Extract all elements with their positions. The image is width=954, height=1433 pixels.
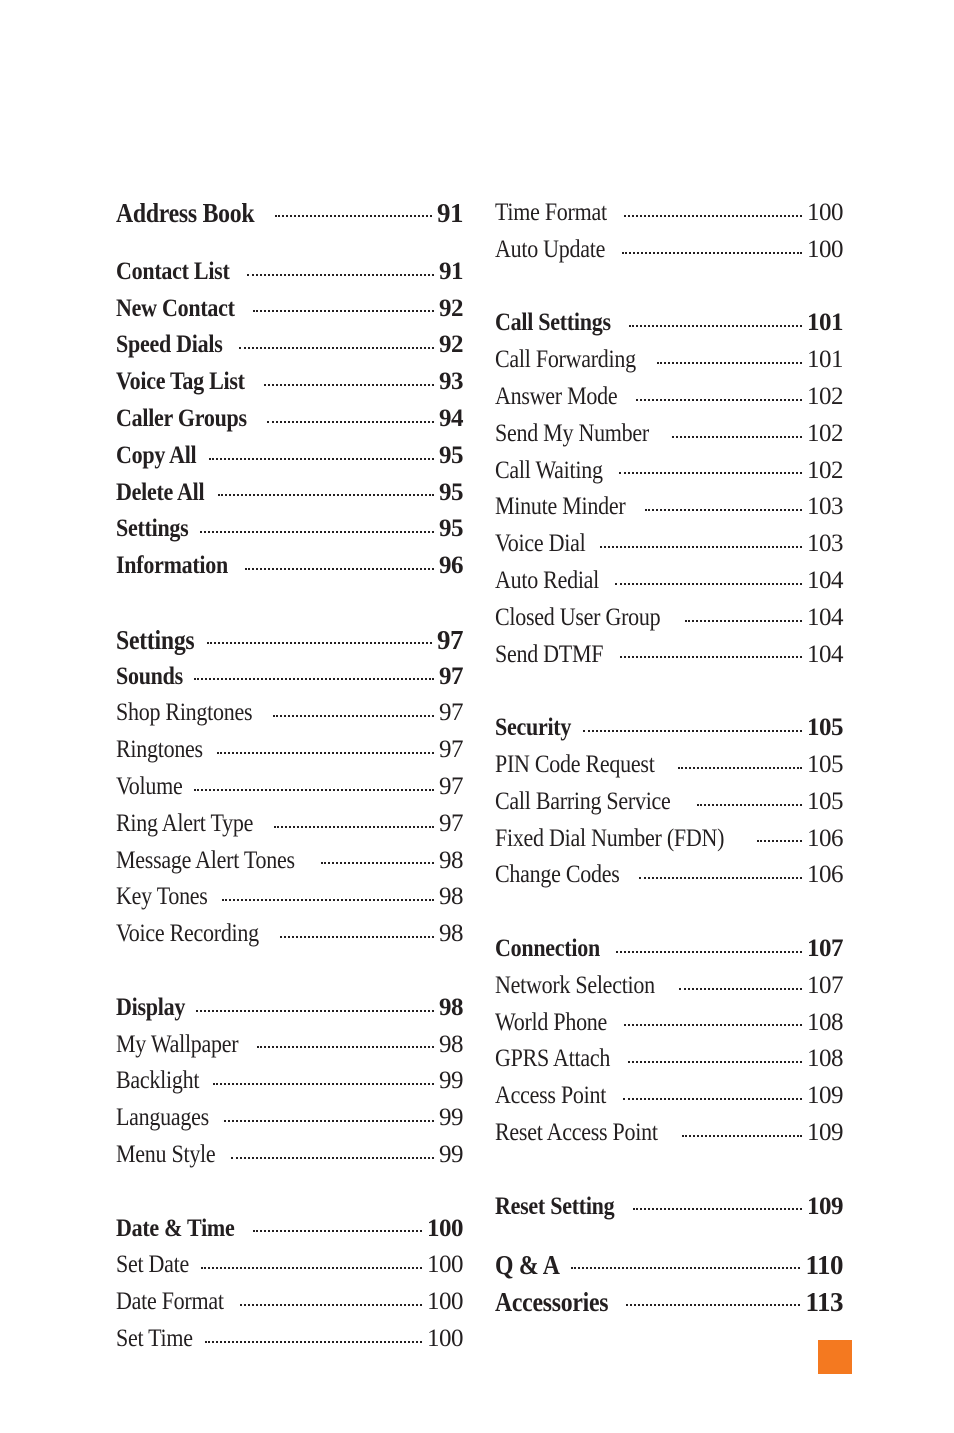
section-gap	[116, 953, 463, 990]
toc-entry-label: Answer Mode	[495, 382, 618, 410]
toc-entry-page-number: 107	[807, 934, 843, 962]
dot-leader	[682, 1134, 802, 1137]
toc-entry-label: Q & A	[495, 1250, 560, 1281]
dot-leader	[205, 1340, 422, 1343]
toc-entry-page-number: 104	[807, 640, 843, 668]
toc-entry-label: Copy All	[116, 441, 197, 469]
toc-entry-label: Security	[495, 714, 572, 742]
toc-entry-label: Minute Minder	[495, 493, 626, 521]
dot-leader	[657, 361, 802, 364]
toc-entry-label: Shop Ringtones	[116, 699, 253, 727]
dot-leader	[267, 420, 434, 423]
toc-entry-set-date[interactable]	[116, 1247, 463, 1284]
dot-leader	[628, 1060, 802, 1063]
toc-entry-label: Settings	[116, 624, 195, 655]
toc-entry-volume[interactable]	[116, 769, 463, 806]
toc-entry-page-number: 98	[439, 846, 463, 874]
toc-entry-label: Information	[116, 552, 228, 580]
toc-entry-page-number: 100	[807, 199, 843, 226]
toc-entry-page-number: 103	[807, 493, 843, 521]
dot-leader	[622, 251, 802, 254]
toc-entry-page-number: 105	[807, 750, 843, 778]
toc-entry-page-number: 100	[427, 1251, 463, 1279]
dot-leader	[633, 1207, 802, 1210]
toc-entry-label: Access Point	[495, 1082, 607, 1110]
toc-entry-page-number: 91	[437, 198, 463, 228]
dot-leader	[239, 346, 434, 349]
toc-entry-page-number: 108	[807, 1045, 843, 1073]
toc-entry-call-settings[interactable]	[495, 305, 843, 342]
toc-entry-information[interactable]	[116, 548, 463, 585]
toc-entry-label: Ring Alert Type	[116, 809, 254, 837]
toc-entry-auto-redial[interactable]	[495, 563, 843, 600]
dot-leader	[218, 493, 434, 496]
toc-entry-pin-code-request[interactable]	[495, 747, 843, 784]
toc-entry-security[interactable]	[495, 710, 843, 747]
toc-entry-page-number: 105	[807, 714, 843, 742]
toc-entry-label: Caller Groups	[116, 404, 247, 432]
toc-entry-page-number: 98	[439, 920, 463, 948]
toc-entry-minute-minder[interactable]	[495, 489, 843, 526]
toc-entry-reset-setting[interactable]	[495, 1189, 843, 1226]
toc-entry-label: Voice Dial	[495, 530, 586, 558]
toc-entry-page-number: 95	[439, 478, 463, 506]
toc-entry-page-number: 100	[427, 1214, 463, 1242]
toc-entry-ringtones[interactable]	[116, 732, 463, 769]
dot-leader	[196, 1009, 434, 1012]
toc-entry-page-number: 113	[805, 1287, 843, 1318]
toc-entry-auto-update[interactable]	[495, 232, 843, 269]
dot-leader	[616, 950, 802, 953]
toc-entry-sounds[interactable]	[116, 659, 463, 696]
dot-leader	[679, 987, 802, 990]
dot-leader	[620, 655, 802, 658]
toc-entry-caller-groups[interactable]	[116, 401, 463, 438]
toc-entry-label: Settings	[116, 515, 189, 543]
dot-leader	[275, 214, 432, 217]
toc-entry-voice-dial[interactable]	[495, 526, 843, 563]
dot-leader	[201, 1266, 422, 1269]
toc-entry-label: Auto Update	[495, 235, 606, 263]
toc-entry-send-my-number[interactable]	[495, 416, 843, 453]
toc-entry-label: Set Date	[116, 1251, 190, 1279]
dot-leader	[247, 273, 434, 276]
toc-entry-page-number: 92	[439, 294, 463, 322]
dot-leader	[264, 383, 434, 386]
toc-entry-page-number: 98	[439, 883, 463, 911]
toc-entry-label: PIN Code Request	[495, 750, 655, 778]
dot-leader	[200, 530, 434, 533]
toc-entry-voice-recording[interactable]	[116, 916, 463, 953]
toc-entry-page-number: 101	[807, 346, 843, 374]
toc-entry-label: Call Waiting	[495, 456, 603, 484]
dot-leader	[624, 1023, 802, 1026]
toc-entry-copy-all[interactable]	[116, 438, 463, 475]
toc-entry-page-number: 98	[439, 993, 463, 1021]
toc-entry-label: My Wallpaper	[116, 1030, 239, 1058]
toc-entry-fixed-dial-number-fdn[interactable]	[495, 821, 843, 858]
section-gap	[495, 269, 843, 306]
toc-entry-label: Message Alert Tones	[116, 846, 295, 874]
toc-entry-label: GPRS Attach	[495, 1045, 611, 1073]
dot-leader	[672, 435, 802, 438]
toc-entry-page-number: 104	[807, 566, 843, 594]
toc-entry-page-number: 109	[807, 1192, 843, 1220]
dot-leader	[209, 457, 434, 460]
toc-entry-set-time[interactable]	[116, 1321, 463, 1358]
toc-entry-q-and-a[interactable]	[495, 1247, 843, 1284]
dot-leader	[231, 1156, 434, 1159]
toc-entry-label: Network Selection	[495, 971, 655, 999]
dot-leader	[626, 1303, 801, 1306]
dot-leader	[273, 714, 434, 717]
toc-entry-label: Backlight	[116, 1067, 200, 1095]
toc-entry-label: Display	[116, 993, 186, 1021]
toc-entry-display[interactable]	[116, 990, 463, 1027]
toc-entry-send-dtmf[interactable]	[495, 637, 843, 674]
dot-leader	[639, 876, 802, 879]
dot-leader	[194, 788, 434, 791]
page-marker	[818, 1340, 852, 1374]
toc-entry-page-number: 97	[439, 662, 463, 690]
section-gap	[495, 673, 843, 710]
toc-entry-label: Send DTMF	[495, 640, 604, 668]
toc-entry-page-number: 94	[439, 404, 463, 432]
toc-entry-page-number: 95	[439, 515, 463, 543]
toc-entry-page-number: 100	[427, 1288, 463, 1316]
toc-entry-label: Date Format	[116, 1288, 224, 1316]
toc-entry-page-number: 102	[807, 456, 843, 484]
toc-entry-message-alert-tones[interactable]	[116, 843, 463, 880]
toc-entry-page-number: 99	[439, 1140, 463, 1168]
toc-entry-page-number: 98	[439, 1030, 463, 1058]
toc-entry-page-number: 105	[807, 787, 843, 815]
dot-leader	[222, 898, 434, 901]
dot-leader	[636, 398, 802, 401]
section-gap	[495, 894, 843, 931]
dot-leader	[213, 1082, 434, 1085]
toc-entry-page-number: 93	[439, 368, 463, 396]
toc-entry-date-and-time[interactable]	[116, 1211, 463, 1248]
toc-entry-delete-all[interactable]	[116, 475, 463, 512]
toc-entry-page-number: 92	[439, 331, 463, 359]
dot-leader	[678, 766, 802, 769]
section-gap	[116, 1174, 463, 1211]
toc-entry-label: Ringtones	[116, 736, 203, 764]
toc-entry-page-number: 109	[807, 1082, 843, 1110]
toc-entry-change-codes[interactable]	[495, 857, 843, 894]
toc-entry-languages[interactable]	[116, 1100, 463, 1137]
toc-entry-contact-list[interactable]	[116, 254, 463, 291]
section-gap	[116, 232, 463, 254]
dot-leader	[571, 1266, 801, 1269]
toc-entry-page-number: 97	[439, 809, 463, 837]
toc-entry-page-number: 100	[427, 1324, 463, 1352]
section-gap	[116, 585, 463, 622]
toc-entry-label: Speed Dials	[116, 331, 223, 359]
dot-leader	[257, 1045, 434, 1048]
dot-leader	[194, 677, 434, 680]
dot-leader	[224, 1119, 434, 1122]
toc-entry-page-number: 110	[805, 1250, 843, 1281]
toc-entry-label: Send My Number	[495, 419, 649, 447]
toc-entry-page-number: 99	[439, 1104, 463, 1132]
section-gap	[495, 1152, 843, 1189]
toc-entry-label: Accessories	[495, 1287, 609, 1318]
toc-entry-page-number: 108	[807, 1008, 843, 1036]
toc-entry-page-number: 107	[807, 971, 843, 999]
toc-entry-label: Time Format	[495, 199, 607, 226]
toc-entry-new-contact[interactable]	[116, 291, 463, 328]
toc-entry-label: Volume	[116, 772, 183, 800]
toc-entry-page-number: 97	[439, 699, 463, 727]
toc-entry-label: Voice Recording	[116, 920, 259, 948]
toc-entry-label: Date & Time	[116, 1214, 235, 1242]
toc-entry-label: New Contact	[116, 294, 235, 322]
toc-entry-speed-dials[interactable]	[116, 327, 463, 364]
dot-leader	[623, 1097, 802, 1100]
dot-leader	[217, 751, 434, 754]
toc-entry-settings[interactable]	[116, 622, 463, 659]
toc-entry-world-phone[interactable]	[495, 1005, 843, 1042]
dot-leader	[629, 324, 802, 327]
toc-entry-page-number: 96	[439, 552, 463, 580]
toc-left-column	[116, 195, 463, 1358]
toc-entry-label: Menu Style	[116, 1140, 216, 1168]
dot-leader	[583, 729, 802, 732]
toc-entry-label: Languages	[116, 1104, 209, 1132]
toc-entry-voice-tag-list[interactable]	[116, 364, 463, 401]
toc-entry-gprs-attach[interactable]	[495, 1041, 843, 1078]
dot-leader	[207, 641, 432, 644]
toc-entry-call-waiting[interactable]	[495, 453, 843, 490]
dot-leader	[624, 214, 802, 217]
toc-right-column	[495, 195, 843, 1321]
toc-entry-accessories[interactable]	[495, 1284, 843, 1321]
toc-entry-reset-access-point[interactable]	[495, 1115, 843, 1152]
section-gap	[495, 1225, 843, 1247]
toc-entry-label: Set Time	[116, 1324, 193, 1352]
dot-leader	[757, 839, 802, 842]
toc-entry-page-number: 104	[807, 603, 843, 631]
toc-entry-page-number: 102	[807, 382, 843, 410]
dot-leader	[245, 567, 434, 570]
toc-entry-label: World Phone	[495, 1008, 608, 1036]
toc-entry-access-point[interactable]	[495, 1078, 843, 1115]
toc-entry-label: Fixed Dial Number (FDN)	[495, 824, 725, 852]
toc-entry-backlight[interactable]	[116, 1063, 463, 1100]
toc-entry-call-barring-service[interactable]	[495, 784, 843, 821]
dot-leader	[253, 1229, 422, 1232]
toc-entry-page-number: 97	[439, 736, 463, 764]
dot-leader	[240, 1303, 422, 1306]
toc-entry-label: Sounds	[116, 662, 183, 690]
toc-entry-answer-mode[interactable]	[495, 379, 843, 416]
toc-entry-label: Voice Tag List	[116, 368, 245, 396]
dot-leader	[619, 471, 802, 474]
toc-entry-page-number: 100	[807, 235, 843, 263]
toc-entry-page-number: 95	[439, 441, 463, 469]
toc-entry-shop-ringtones[interactable]	[116, 695, 463, 732]
toc-entry-label: Call Settings	[495, 309, 611, 337]
dot-leader	[685, 619, 802, 622]
dot-leader	[600, 545, 802, 548]
toc-entry-label: Reset Setting	[495, 1192, 615, 1220]
toc-entry-closed-user-group[interactable]	[495, 600, 843, 637]
dot-leader	[253, 309, 434, 312]
toc-entry-label: Change Codes	[495, 861, 620, 889]
toc-entry-settings[interactable]	[116, 511, 463, 548]
toc-entry-label: Call Barring Service	[495, 787, 671, 815]
toc-entry-page-number: 103	[807, 530, 843, 558]
dot-leader	[321, 861, 434, 864]
toc-entry-page-number: 101	[807, 309, 843, 337]
dot-leader	[280, 935, 434, 938]
toc-entry-label: Address Book	[116, 198, 255, 228]
toc-entry-menu-style[interactable]	[116, 1137, 463, 1174]
dot-leader	[697, 803, 803, 806]
toc-entry-page-number: 97	[439, 772, 463, 800]
toc-entry-time-format[interactable]	[495, 195, 843, 232]
dot-leader	[615, 582, 802, 585]
toc-entry-network-selection[interactable]	[495, 968, 843, 1005]
toc-entry-label: Connection	[495, 934, 600, 962]
toc-entry-my-wallpaper[interactable]	[116, 1027, 463, 1064]
dot-leader	[645, 508, 802, 511]
toc-entry-page-number: 106	[807, 824, 843, 852]
toc-entry-label: Auto Redial	[495, 566, 600, 594]
toc-entry-page-number: 91	[439, 257, 463, 285]
toc-entry-date-format[interactable]	[116, 1284, 463, 1321]
toc-entry-page-number: 109	[807, 1118, 843, 1146]
toc-entry-address-book[interactable]	[116, 195, 463, 232]
toc-entry-page-number: 106	[807, 861, 843, 889]
toc-entry-label: Key Tones	[116, 883, 208, 911]
toc-entry-page-number: 102	[807, 419, 843, 447]
toc-entry-label: Closed User Group	[495, 603, 661, 631]
dot-leader	[274, 825, 434, 828]
toc-entry-label: Contact List	[116, 257, 230, 285]
toc-entry-page-number: 97	[437, 624, 463, 655]
toc-entry-call-forwarding[interactable]	[495, 342, 843, 379]
toc-entry-label: Reset Access Point	[495, 1118, 658, 1146]
toc-entry-connection[interactable]	[495, 931, 843, 968]
toc-entry-ring-alert-type[interactable]	[116, 806, 463, 843]
toc-entry-page-number: 99	[439, 1067, 463, 1095]
toc-entry-key-tones[interactable]	[116, 879, 463, 916]
toc-entry-label: Call Forwarding	[495, 346, 636, 374]
toc-entry-label: Delete All	[116, 478, 205, 506]
